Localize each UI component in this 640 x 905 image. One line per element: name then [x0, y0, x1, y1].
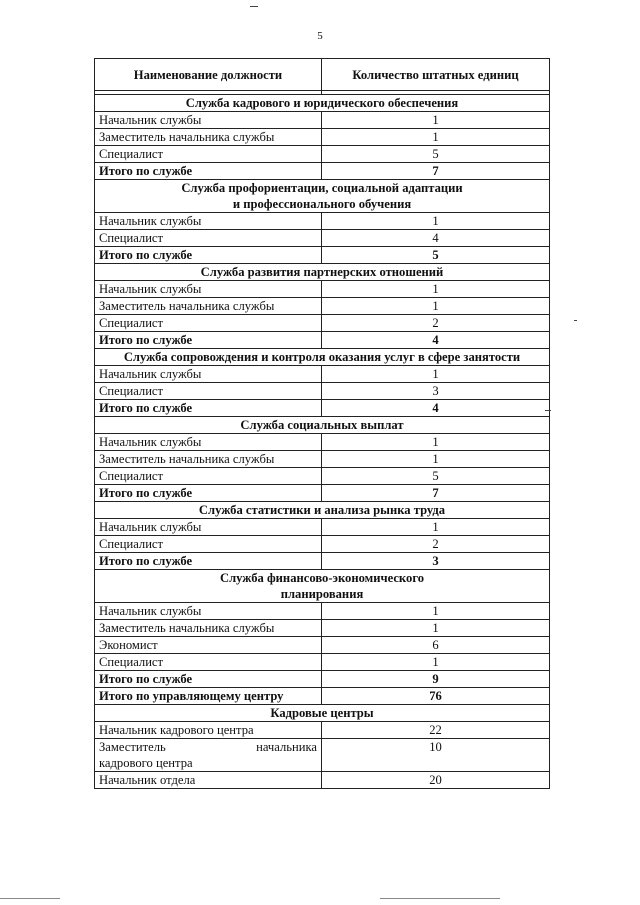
page-number: 5	[317, 30, 323, 42]
position-name: Специалист	[95, 315, 322, 332]
table-row	[95, 366, 550, 383]
position-quantity: 1	[322, 620, 550, 637]
position-quantity: 1	[322, 112, 550, 129]
section-title	[95, 417, 550, 434]
section-title	[95, 180, 550, 213]
section-title-row	[95, 180, 550, 213]
position-quantity: 4	[322, 230, 550, 247]
table-row	[95, 112, 550, 129]
section-total-value: 3	[322, 553, 550, 570]
section-title	[95, 264, 550, 281]
section-total-label: Итого по службе	[95, 332, 322, 349]
table-row	[95, 519, 550, 536]
table-row	[95, 315, 550, 332]
section-total-row	[95, 332, 550, 349]
section-title-row	[95, 417, 550, 434]
section-total-value: 7	[322, 485, 550, 502]
table-row	[95, 637, 550, 654]
position-name: Заместитель начальника службы	[95, 620, 322, 637]
position-name: Заместитель начальника службы	[95, 298, 322, 315]
position-quantity: 1	[322, 298, 550, 315]
table-row	[95, 146, 550, 163]
table-row	[95, 451, 550, 468]
section-total-label: Итого по службе	[95, 671, 322, 688]
section-title	[95, 570, 550, 603]
section-total-label: Итого по службе	[95, 400, 322, 417]
position-name: Начальник службы	[95, 366, 322, 383]
section-total-value: 9	[322, 671, 550, 688]
position-name: Начальник службы	[95, 213, 322, 230]
position-quantity: 10	[322, 739, 550, 772]
position-name: Специалист	[95, 230, 322, 247]
section-title-line: планирования	[280, 587, 364, 601]
section-title-line: Служба развития партнерских отношений	[200, 265, 444, 279]
table-row	[95, 620, 550, 637]
section-title-line: Служба социальных выплат	[240, 418, 404, 432]
section-total-label: Итого по службе	[95, 163, 322, 180]
position-quantity: 2	[322, 315, 550, 332]
position-quantity: 5	[322, 468, 550, 485]
scan-mark	[0, 898, 60, 899]
position-quantity: 6	[322, 637, 550, 654]
position-quantity: 20	[322, 772, 550, 789]
position-name: Начальник службы	[95, 519, 322, 536]
position-name-part: начальника	[256, 740, 317, 754]
position-name: Начальник службы	[95, 281, 322, 298]
position-quantity: 1	[322, 213, 550, 230]
position-name: Специалист	[95, 146, 322, 163]
section-total-value: 5	[322, 247, 550, 264]
table-row	[95, 603, 550, 620]
section-total-value: 7	[322, 163, 550, 180]
position-name-part: Заместитель	[99, 740, 166, 754]
table-header-row	[95, 59, 550, 91]
table-row	[95, 129, 550, 146]
section-title-line: Служба кадрового и юридического обеспечения	[185, 96, 459, 110]
position-name: Заместитель начальника службы	[95, 129, 322, 146]
section-title-line: Служба статистики и анализа рынка труда	[198, 503, 446, 517]
table-row	[95, 434, 550, 451]
position-name: Начальник службы	[95, 434, 322, 451]
scan-mark	[250, 6, 258, 7]
position-name: Экономист	[95, 637, 322, 654]
section-total-label: Итого по службе	[95, 247, 322, 264]
scan-mark	[545, 410, 551, 411]
section-title	[95, 95, 550, 112]
position-quantity: 2	[322, 536, 550, 553]
section-title-row	[95, 570, 550, 603]
section-title-line: и профессионального обучения	[232, 197, 412, 211]
section-title	[95, 349, 550, 366]
position-quantity: 1	[322, 603, 550, 620]
section-title-line: Служба профориентации, социальной адаптации	[181, 181, 463, 195]
section-title-row	[95, 95, 550, 112]
section-total-row	[95, 247, 550, 264]
position-name: Специалист	[95, 383, 322, 400]
section-total-value: 4	[322, 332, 550, 349]
section-title-line: Служба финансово-экономического	[219, 571, 425, 585]
table-row	[95, 383, 550, 400]
staffing-table	[94, 58, 550, 789]
position-quantity: 1	[322, 519, 550, 536]
position-quantity: 1	[322, 451, 550, 468]
header-position: Наименование должности	[95, 59, 322, 91]
section-title	[95, 502, 550, 519]
header-quantity: Количество штатных единиц	[322, 59, 550, 91]
position-name	[95, 739, 322, 772]
section-title-row	[95, 502, 550, 519]
section-total-row	[95, 485, 550, 502]
position-name: Заместитель начальника службы	[95, 451, 322, 468]
section-title-line: Служба сопровождения и контроля оказания услуг в сфере занятости	[123, 350, 521, 364]
table-row	[95, 654, 550, 671]
table-row	[95, 213, 550, 230]
position-quantity: 22	[322, 722, 550, 739]
position-name: Специалист	[95, 536, 322, 553]
grand-total-value: 76	[322, 688, 550, 705]
table-row	[95, 281, 550, 298]
table-row	[95, 536, 550, 553]
section-total-row	[95, 400, 550, 417]
table-row	[95, 298, 550, 315]
position-name: Начальник кадрового центра	[95, 722, 322, 739]
table-row	[95, 772, 550, 789]
section-total-label: Итого по службе	[95, 485, 322, 502]
table-row	[95, 468, 550, 485]
position-quantity: 1	[322, 281, 550, 298]
position-name: Специалист	[95, 468, 322, 485]
position-quantity: 1	[322, 129, 550, 146]
position-quantity: 5	[322, 146, 550, 163]
position-quantity: 1	[322, 366, 550, 383]
section-total-row	[95, 553, 550, 570]
position-name: Начальник службы	[95, 603, 322, 620]
section-title: Кадровые центры	[95, 705, 550, 722]
grand-total-label: Итого по управляющему центру	[95, 688, 322, 705]
scan-mark	[574, 320, 577, 321]
position-quantity: 1	[322, 654, 550, 671]
section-total-row	[95, 671, 550, 688]
position-quantity: 3	[322, 383, 550, 400]
table-body	[95, 95, 550, 789]
position-quantity: 1	[322, 434, 550, 451]
table-row	[95, 722, 550, 739]
section-total-row	[95, 163, 550, 180]
position-name: Начальник отдела	[95, 772, 322, 789]
position-name: Начальник службы	[95, 112, 322, 129]
section-total-label: Итого по службе	[95, 553, 322, 570]
position-name-part: кадрового центра	[99, 756, 193, 770]
grand-total-row	[95, 688, 550, 705]
section-title-row	[95, 349, 550, 366]
table-row	[95, 230, 550, 247]
section-title-row	[95, 705, 550, 722]
section-total-value: 4	[322, 400, 550, 417]
scan-mark	[380, 898, 500, 899]
position-name: Специалист	[95, 654, 322, 671]
section-title-row	[95, 264, 550, 281]
table-row	[95, 739, 550, 772]
